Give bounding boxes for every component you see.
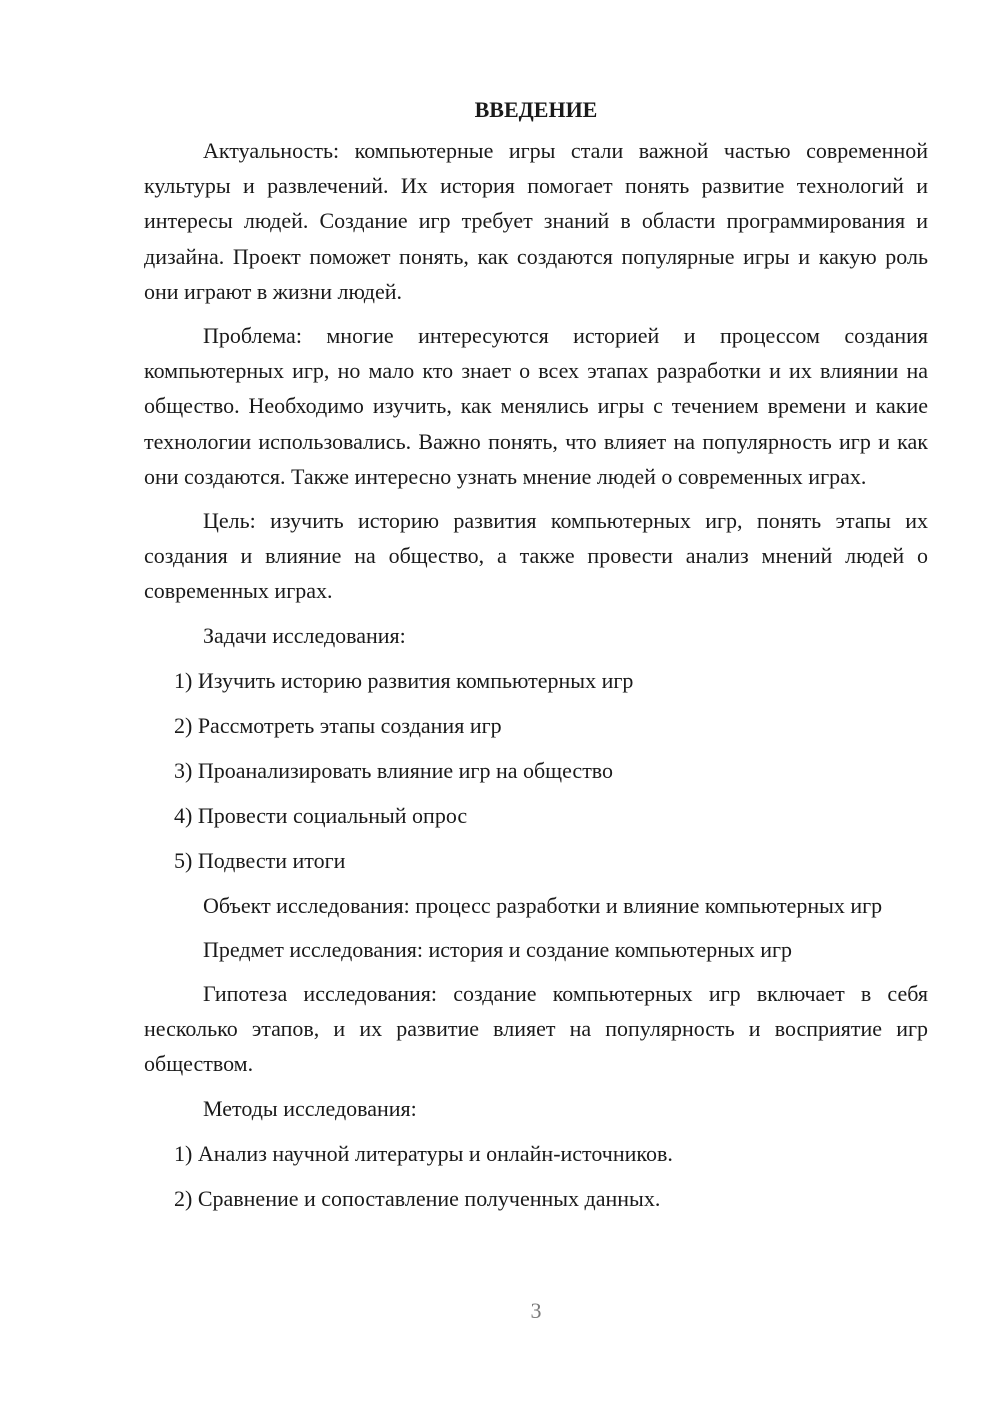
subject-paragraph: Предмет исследования: история и создание компьютерных игр (203, 936, 793, 962)
methods-list (144, 1136, 928, 1216)
list-item: 3) Проанализировать влияние игр на общество (174, 757, 614, 783)
tasks-heading: Задачи исследования: (203, 622, 406, 648)
methods-heading: Методы исследования: (203, 1095, 417, 1121)
object-paragraph: Объект исследования: процесс разработки и влияние компьютерных игр (203, 892, 883, 918)
list-item: 2) Сравнение и сопоставление полученных данных. (174, 1185, 661, 1211)
tasks-list (144, 663, 928, 878)
list-item: 5) Подвести итоги (174, 847, 346, 873)
list-item: 2) Рассмотреть этапы создания игр (174, 712, 502, 738)
document-page (144, 92, 928, 1226)
goal-paragraph: Цель: изучить историю развития компьютерных игр, понять этапы их создания и влияние на общество, а также провести анализ мнений людей о современных играх. (144, 508, 928, 604)
relevance-paragraph: Актуальность: компьютерные игры стали важной частью современной культуры и развлечений. Их история помогает понять развитие технологий и интересы людей. Создание игр требует знаний в области программирования и дизайна. Проект поможет понять, как создаются популярные игры и какую роль они играют в жизни людей. (144, 138, 928, 304)
hypothesis-paragraph: Гипотеза исследования: создание компьютерных игр включает в себя несколько этапов, и их развитие влияет на популярность и восприятие игр обществом. (144, 981, 928, 1077)
problem-paragraph: Проблема: многие интересуются историей и процессом создания компьютерных игр, но мало кто знает о всех этапах разработки и их влиянии на общество. Необходимо изучить, как менялись игры с течением времени и какие технологии использовались. Важно понять, что влияет на популярность игр и как они создаются. Также интересно узнать мнение людей о современных играх. (144, 323, 928, 489)
page-title: ВВЕДЕНИЕ (474, 97, 598, 122)
page-number: 3 (530, 1298, 542, 1323)
list-item: 1) Анализ научной литературы и онлайн-источников. (174, 1140, 673, 1166)
list-item: 1) Изучить историю развития компьютерных игр (174, 667, 634, 693)
list-item: 4) Провести социальный опрос (174, 802, 468, 828)
